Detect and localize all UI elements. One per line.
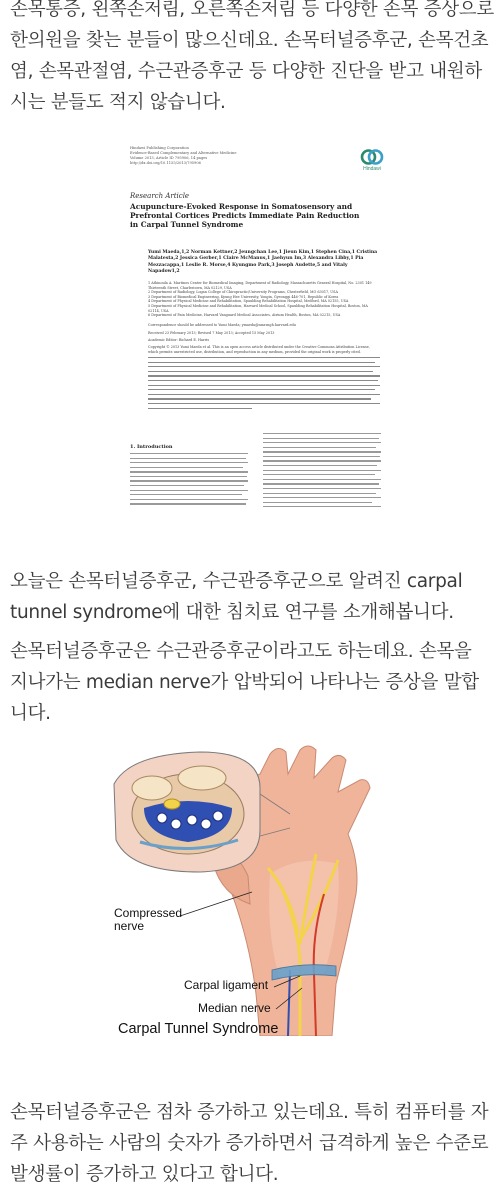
paper-title: Acupuncture-Evoked Response in Somatosensory and Prefrontal Cortices Predicts Immediate Pain Reduction in Carpal Tunnel Syndrome <box>130 202 360 229</box>
prevalence-paragraph: 손목터널증후군은 점차 증가하고 있는데요. 특히 컴퓨터를 자주 사용하는 사람의 숫자가 증가하면서 급격하게 높은 수준로 발생률이 증가하고 있다고 합니다. <box>10 1102 489 1185</box>
affiliation: 4 Department of Physical Medicine and Rehabilitation, Spaulding Rehabilitation Hospital, Medford, MA 02155, USA <box>148 299 349 304</box>
affiliation: 5 Department of Physical Medicine and Rehabilitation, Harvard Medical School, Spaulding Rehabilitation Hospital, Boston, MA 02114, USA <box>148 303 368 313</box>
hindawi-logo <box>360 148 384 172</box>
meta-line: Hindawi Publishing Corporation <box>130 146 189 150</box>
body-column-right <box>263 433 381 511</box>
intro-paragraph: 손목통증, 왼쪽손저림, 오른쪽손저림 등 다양한 손목 증상으로 한의원을 찾는 분들이 많으신데요. 손목터널증후군, 손목건초염, 손목관절염, 수근관증후군 등 다양한 진단을 받고 내원하시는 분들도 적지 않습니다. <box>10 0 494 113</box>
label-median-nerve: Median nerve <box>198 1001 271 1015</box>
article-type: Research Article <box>130 192 190 200</box>
section-heading: 1. Introduction <box>130 444 173 450</box>
meta-line: Evidence-Based Complementary and Alternative Medicine <box>130 151 237 155</box>
paper-affiliations <box>148 281 380 318</box>
label-compressed-nerve: Compressed nerve <box>114 906 183 933</box>
meta-line: http://dx.doi.org/10.1155/2013/795906 <box>130 161 201 165</box>
hindawi-logo-icon <box>360 148 384 166</box>
affiliation: 3 Department of Biomedical Engineering, Kyung Hee University, Yongin, Gyeonggi 446-701, Republic of Korea <box>148 294 339 299</box>
label-carpal-ligament: Carpal ligament <box>184 978 269 992</box>
publisher-name: Hindawi <box>363 166 381 172</box>
affiliation: 2 Department of Radiology, Logan College of Chiropractic/University Programs, Chesterfield, MO 63017, USA <box>148 290 338 295</box>
dates: Received 23 February 2013; Revised 7 May 2013; Accepted 15 May 2013 <box>148 331 275 335</box>
wrist-anatomy-drawing <box>110 744 390 1036</box>
correspondence: Correspondence should be addressed to Yumi Maeda; ymaeda@nmr.mgh.harvard.edu <box>148 323 296 327</box>
paper-authors: Yumi Maeda,1,2 Norman Kettner,2 Jeungchan Lee,1 Jieun Kim,1 Stephen Cina,1 Cristina Malatesta,2 Jessica Gerber,1 Claire McManus,1 Jaehyun Im,3 Alexandra Libby,1 Pia Mezzacappa,1 Leslie R. Morse,4 Kyungmo Park,3 Joseph Audette,5 and Vitaly Napadow1,2 <box>148 250 378 275</box>
affiliation: 1 Athinoula A. Martinos Center for Biomedical Imaging, Department of Radiology, Massachusetts General Hospital, No. 2301 149 Thirteenth Street, Charlestown, MA 02129, USA <box>148 281 372 290</box>
meta-line: Volume 2013, Article ID 795906, 14 pages <box>130 156 208 160</box>
carpal-tunnel-illustration <box>110 744 390 1036</box>
academic-editor: Academic Editor: Richard E. Harris <box>148 338 210 342</box>
affiliation: 6 Department of Pain Medicine, Harvard Vanguard Medical Associates, Atrium Health, Boston, MA 02215, USA <box>148 313 341 318</box>
paper-thumbnail <box>110 132 388 516</box>
topic-paragraph: 오늘은 손목터널증후군, 수근관증후군으로 알려진 carpal tunnel syndrome에 대한 침치료 연구를 소개해봅니다. <box>10 571 463 623</box>
journal-meta <box>130 146 260 166</box>
body-column-left <box>130 453 248 508</box>
abstract-text <box>148 357 380 409</box>
copyright: Copyright © 2013 Yumi Maeda et al. This is an open access article distributed under the Creative Commons Attribution License, which permits unrestricted use, distribution, and reproduction in any medium, provided the original work is properly cited. <box>148 345 370 354</box>
illustration-title: Carpal Tunnel Syndrome <box>118 1021 279 1037</box>
definition-paragraph: 손목터널증후군은 수근관증후군이라고도 하는데요. 손목을 지나가는 median nerve가 압박되어 나타나는 증상을 말합니다. <box>10 641 479 724</box>
